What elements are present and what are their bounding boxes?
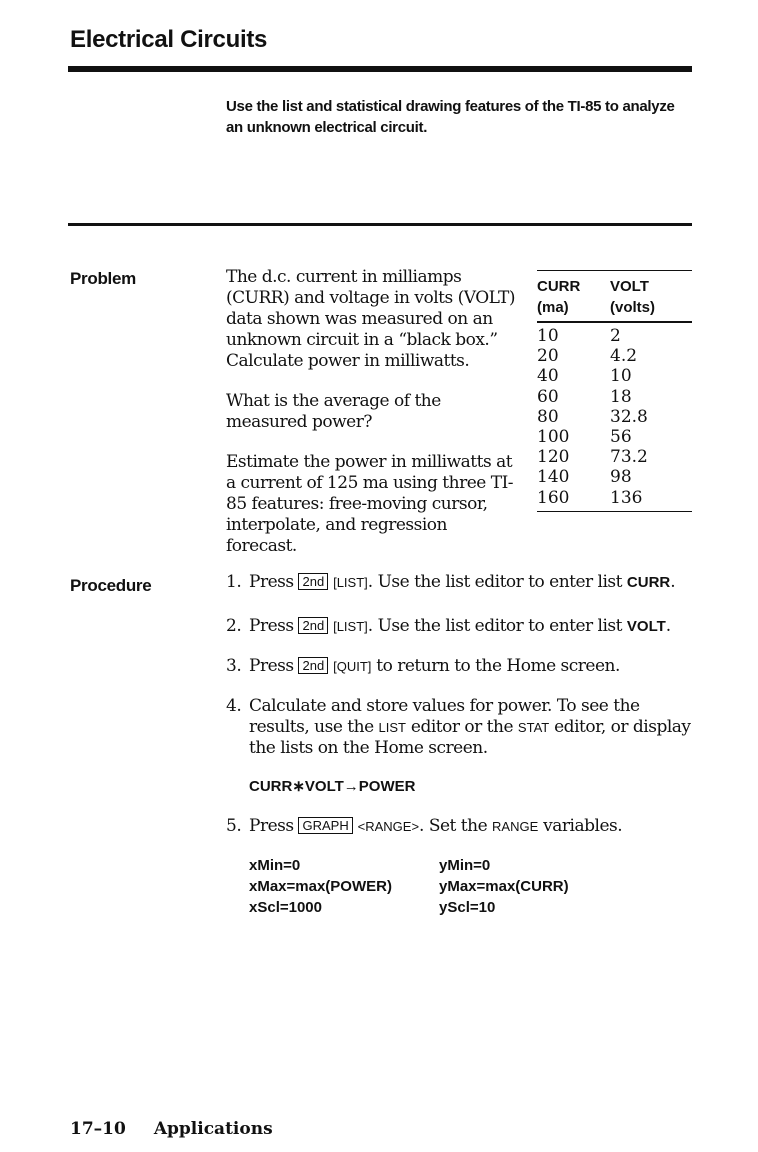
range-var-row bbox=[249, 897, 649, 918]
table-body bbox=[537, 326, 692, 508]
key-2nd: 2nd bbox=[298, 617, 328, 634]
table-row bbox=[537, 387, 692, 407]
table-header-rule bbox=[537, 321, 692, 323]
problem-paragraph: What is the average of the measured power? bbox=[226, 391, 441, 432]
key-2nd: 2nd bbox=[298, 573, 328, 590]
cell-curr: 140 bbox=[537, 467, 570, 488]
cell-curr: 20 bbox=[537, 346, 559, 367]
cell-volt: 32.8 bbox=[610, 406, 648, 427]
cell-curr: 100 bbox=[537, 427, 570, 448]
header-volt: VOLT (volts) bbox=[610, 278, 655, 316]
cell-curr: 120 bbox=[537, 447, 570, 468]
page-number: 17–10 bbox=[70, 1119, 126, 1139]
table-row bbox=[537, 326, 692, 346]
procedure-label: Procedure bbox=[70, 576, 152, 595]
table-row bbox=[537, 467, 692, 487]
cell-curr: 160 bbox=[537, 487, 570, 508]
footer-section: Applications bbox=[153, 1119, 273, 1139]
header-curr: CURR (ma) bbox=[537, 278, 581, 316]
menu-list: [LIST] bbox=[333, 575, 368, 590]
title-rule bbox=[68, 66, 692, 72]
range-var-x: xScl=1000 bbox=[249, 899, 322, 916]
table-row bbox=[537, 346, 692, 366]
range-var-x: xMin=0 bbox=[249, 857, 301, 874]
problem-text bbox=[226, 267, 522, 576]
intro-text: Use the list and statistical drawing features of the TI-85 to analyze an unknown electrical circuit. bbox=[226, 98, 675, 136]
menu-quit: [QUIT] bbox=[333, 659, 372, 674]
range-var-row bbox=[249, 876, 649, 897]
problem-label: Problem bbox=[70, 269, 136, 288]
cell-curr: 60 bbox=[537, 386, 559, 407]
cell-volt: 10 bbox=[610, 366, 632, 387]
data-table bbox=[537, 270, 692, 512]
problem-paragraph: The d.c. current in milliamps (CURR) and voltage in volts (VOLT) data shown was measured on an unknown circuit in a “black box.” Calculate power in milliwatts. bbox=[226, 267, 516, 371]
cell-curr: 80 bbox=[537, 406, 559, 427]
range-variables bbox=[249, 855, 649, 918]
range-var-y: yMin=0 bbox=[439, 857, 491, 874]
table-row bbox=[537, 447, 692, 467]
key-2nd: 2nd bbox=[298, 657, 328, 674]
cell-curr: 40 bbox=[537, 366, 559, 387]
cell-volt: 136 bbox=[610, 487, 643, 508]
table-bottom-rule bbox=[537, 511, 692, 512]
range-var-y: yMax=max(CURR) bbox=[439, 878, 569, 895]
table-header bbox=[537, 271, 692, 318]
menu-range: <RANGE> bbox=[357, 819, 420, 834]
cell-volt: 4.2 bbox=[610, 346, 638, 367]
cell-volt: 98 bbox=[610, 467, 632, 488]
problem-paragraph: Estimate the power in milliwatts at a current of 125 ma using three TI-85 features: free-moving cursor, interpolate, and regression forecast. bbox=[226, 452, 514, 556]
cell-volt: 56 bbox=[610, 427, 632, 448]
cell-volt: 18 bbox=[610, 386, 632, 407]
cell-curr: 10 bbox=[537, 326, 559, 346]
calc-expression: CURR∗VOLT→POWER bbox=[249, 778, 416, 795]
table-row bbox=[537, 366, 692, 386]
table-row bbox=[537, 488, 692, 508]
range-var-y: yScl=10 bbox=[439, 899, 496, 916]
section-rule bbox=[68, 223, 692, 226]
table-row bbox=[537, 427, 692, 447]
range-var-row bbox=[249, 855, 649, 876]
table-row bbox=[537, 407, 692, 427]
key-graph: GRAPH bbox=[298, 817, 352, 834]
menu-list: [LIST] bbox=[333, 619, 368, 634]
page-title: Electrical Circuits bbox=[70, 26, 268, 53]
cell-volt: 2 bbox=[610, 326, 621, 346]
cell-volt: 73.2 bbox=[610, 447, 648, 468]
page-footer bbox=[70, 1119, 273, 1139]
range-var-x: xMax=max(POWER) bbox=[249, 878, 392, 895]
